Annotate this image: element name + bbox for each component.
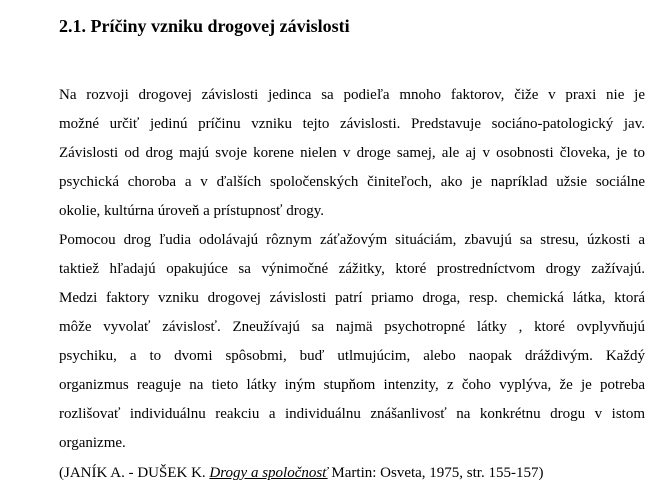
section-heading: 2.1. Príčiny vzniku drogovej závislosti xyxy=(59,16,350,36)
citation-title: Drogy a spoločnosť xyxy=(209,465,328,481)
text-line: rozlišovať individuálnu reakciu a individuálnu znášanlivosť na konkrétnu drogu v istom xyxy=(59,406,645,422)
text-line: taktiež hľadajú opakujúce sa výnimočné zážitky, ktoré prostredníctvom drogy zažívajú. xyxy=(59,261,645,277)
citation xyxy=(59,459,543,488)
text-line: možné určiť jedinú príčinu vzniku tejto závislosti. Predstavuje sociáno-patologický jav. xyxy=(59,116,645,132)
text-line: môže vyvolať závislosť. Zneužívajú sa najmä psychotropné látky , ktoré ovplyvňujú xyxy=(59,319,645,335)
citation-publisher: Martin: Osveta, 1975, str. 155-157) xyxy=(327,465,544,481)
text-line: Medzi faktory vzniku drogovej závislosti patrí priamo droga, resp. chemická látka, ktorá xyxy=(59,290,645,306)
text-line: organizmus reaguje na tieto látky iným stupňom intenzity, z čoho vyplýva, že je potreba xyxy=(59,377,645,393)
text-line: organizme. xyxy=(59,435,126,451)
text-line: Na rozvoji drogovej závislosti jedinca sa podieľa mnoho faktorov, čiže v praxi nie je xyxy=(59,87,645,103)
text-line: Závislosti od drog majú svoje korene nielen v droge samej, ale aj v osobnosti človeka, je to xyxy=(59,145,645,161)
paragraph-causes xyxy=(59,81,645,226)
text-line: Pomocou drog ľudia odolávajú rôznym záťažovým situáciám, zbavujú sa stresu, úzkosti a xyxy=(59,232,645,248)
text-line: psychiku, a to dvomi spôsobmi, buď utlmujúcim, alebo naopak dráždivým. Každý xyxy=(59,348,645,364)
paragraph-factors xyxy=(59,226,645,458)
text-line: psychická choroba a v ďalších spoločenských činiteľoch, ako je napríklad užsie sociálne xyxy=(59,174,645,190)
citation-authors: (JANÍK A. - DUŠEK K. xyxy=(59,465,206,481)
text-line: okolie, kultúrna úroveň a prístupnosť drogy. xyxy=(59,203,324,219)
